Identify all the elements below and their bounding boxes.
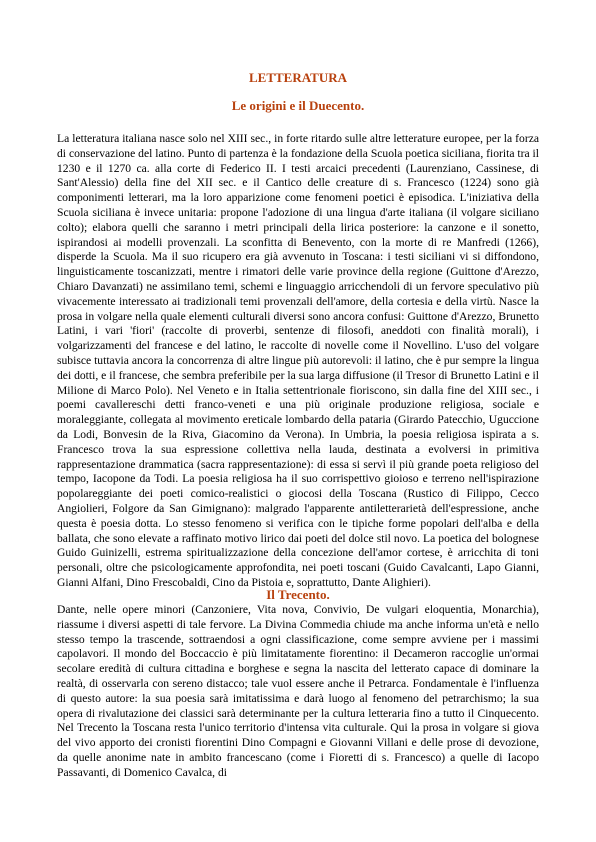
section-paragraph-trecento: Dante, nelle opere minori (Canzoniere, Vita nova, Convivio, De vulgari eloquentia, Monarchia), riassume i diversi aspetti di tale fervore. La Divina Commedia chiude ma anche informa un'età e nello stesso tempo la trascende, sottraendosi a ogni classificazione, come sempre avviene per i massimi capolavori. Il mondo del Boccaccio è più limitatamente fiorentino: il Decameron raccoglie un'ormai secolare eredità di cultura cittadina e borghese e segna la nascita del letterato capace di dominare la realtà, di osservarla con sereno distacco; tale vuol essere anche il Petrarca. Fondamentale è l'influenza di questo autore: la sua poesia sarà imitatissima e darà luogo al fenomeno del petrarchismo; la sua opera di rivalutazione dei classici sarà determinante per la cultura letteraria fino a tutto il Cinquecento. Nel Trecento la Toscana resta l'unico territorio d'intensa vita culturale. Qui la prosa in volgare si giova del vivo apporto dei cronisti fiorentini Dino Compagni e Giovanni Villani e delle prose di devozione, da quelle anonime nate in ambito francescano (come i Fioretti di s. Francesco) a quelle di Iacopo Passavanti, di Domenico Cavalca, di — [57, 603, 539, 779]
section-paragraph-duecento: La letteratura italiana nasce solo nel XIII sec., in forte ritardo sulle altre letterature europee, per la forza di conservazione del latino. Punto di partenza è la fondazione della Scuola poetica siciliana, fiorita tra il 1230 e il 1270 ca. alla corte di Federico II. I testi arcaici precedenti (Laurenziano, Cassinese, di Sant'Alessio) della fine del XII sec. e il Cantico delle creature di s. Francesco (1224) sono già componimenti letterari, ma la loro apparizione come fenomeni poetici è episodica. L'iniziativa della Scuola siciliana è invece unitaria: propone l'adozione di una lingua d'arte italiana (il volgare siciliano colto); elabora quelli che saranno i metri principali della lirica posteriore: la canzone e il sonetto, ispirandosi ai modelli provenzali. La sconfitta di Benevento, con la morte di re Manfredi (1266), disperde la Scuola. Ma il suo ricupero era già avvenuto in Toscana: i testi siciliani vi si diffondono, linguisticamente toscanizzati, mentre i rimatori delle varie province della regione (Guittone d'Arezzo, Chiaro Davanzati) ne assimilano temi, schemi e linguaggio arricchendoli di un fervore speculativo più vivacemente interessato ai tradizionali temi provenzali dell'amore, della cortesia e della virtù. Nasce la prosa in volgare nella quale elementi culturali diversi sono ancora confusi: Guittone d'Arezzo, Brunetto Latini, i vari 'fiori' (raccolte di proverbi, sentenze di filosofi, aneddoti con finalità morali), i volgarizzamenti del francese e del latino, le raccolte di novelle come il Novellino. L'uso del volgare subisce tuttavia ancora la concorrenza di altre lingue più autorevoli: il latino, che è pur sempre la lingua dei dotti, e il francese, che sembra preferibile per la sua larga diffusione (il Tresor di Brunetto Latini e il Milione di Marco Polo). Nel Veneto e in Italia settentrionale fioriscono, sin dalla fine del XIII sec., i poemi cavallereschi detti franco-veneti e una più originale produzione religiosa, sociale e moraleggiante, collegata al movimento ereticale lombardo della pataria (Girardo Patecchio, Uguccione da Lodi, Bonvesin de la Riva, Giacomino da Verona). In Umbria, la poesia religiosa ispirata a s. Francesco trova la sua espressione collettiva nella lauda, destinata a evolversi in primitiva rappresentazione drammatica (sacra rappresentazione): di essa si servì il più grande poeta religioso del tempo, Iacopone da Todi. La poesia religiosa ha il suo corrispettivo gioioso e terreno nell'ispirazione popolareggiante dei poeti comico-realistici o giocosi della Toscana (Rustico di Filippo, Cecco Angiolieri, Folgore da San Gimignano): malgrado l'apparente antiletterarietà dell'espressione, anche questa è poesia dotta. Lo stesso fenomeno si verifica con le tipiche forme popolari dell'alba e della ballata, che sono elevate a raffinato motivo lirico dai poeti del dolce stil novo. La poetica del bolognese Guido Guinizelli, estrema spiritualizzazione della concezione dell'amor cortese, è arricchita di toni personali, oltre che psicologicamente approfondita, nei poeti toscani (Guido Cavalcanti, Lapo Gianni, Gianni Alfani, Dino Frescobaldi, Cino da Pistoia e, soprattutto, Dante Alighieri). — [57, 132, 539, 589]
section-heading-trecento: Il Trecento. — [266, 587, 330, 602]
section-heading-duecento: Le origini e il Duecento. — [231, 98, 365, 113]
document-title: LETTERATURA — [248, 70, 347, 85]
